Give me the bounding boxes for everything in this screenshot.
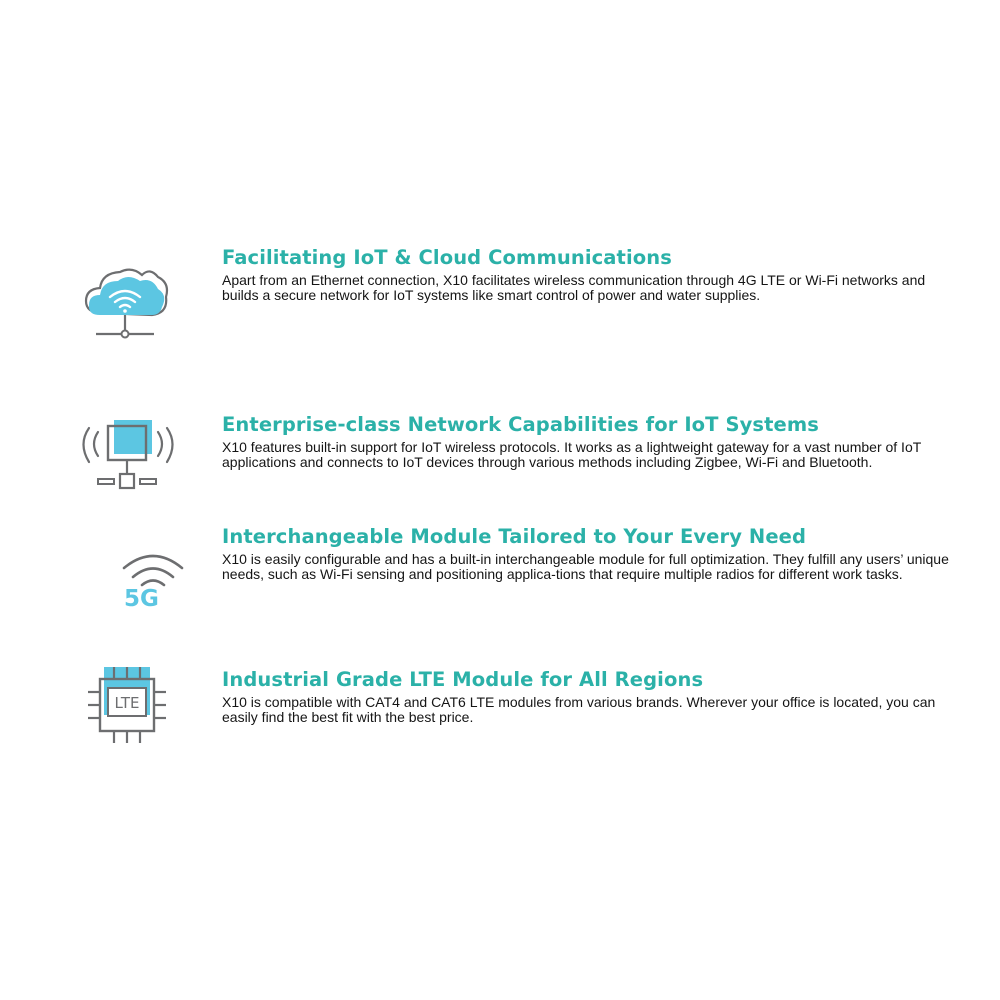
feature-description: Apart from an Ethernet connection, X10 facilitates wireless communication through 4G LTE or Wi-Fi networks and builds a secure network for IoT systems like smart control of power and water supplies. (222, 272, 926, 304)
feature-description: X10 is easily configurable and has a built-in interchangeable module for full optimization. They fulfill any users’ unique needs, such as Wi-Fi sensing and positioning applica-tions that require multiple radios for different work tasks. (222, 551, 949, 583)
feature-title: Enterprise-class Network Capabilities for IoT Systems (222, 413, 819, 436)
lte-chip-icon (88, 665, 170, 745)
feature-title: Industrial Grade LTE Module for All Regions (222, 668, 704, 691)
feature-title: Interchangeable Module Tailored to Your Every Need (222, 525, 807, 548)
feature-text (222, 524, 957, 582)
feature-text (222, 245, 957, 303)
feature-description: X10 features built-in support for IoT wireless protocols. It works as a lightweight gateway for a vast number of IoT applications and connects to IoT devices through various methods including Zigbee, Wi-Fi and Bluetooth. (222, 439, 922, 471)
feature-text (222, 667, 957, 725)
feature-title: Facilitating IoT & Cloud Communications (222, 246, 672, 269)
lte-label: LTE (114, 694, 140, 712)
feature-text (222, 412, 957, 470)
cloud-network-icon (80, 263, 170, 343)
5g-signal-icon (120, 550, 186, 610)
feature-description: X10 is compatible with CAT4 and CAT6 LTE modules from various brands. Wherever your office is located, you can easily find the best fit with the best price. (222, 694, 936, 726)
wireless-gateway-icon (76, 418, 180, 494)
5g-label: 5G (124, 586, 159, 612)
